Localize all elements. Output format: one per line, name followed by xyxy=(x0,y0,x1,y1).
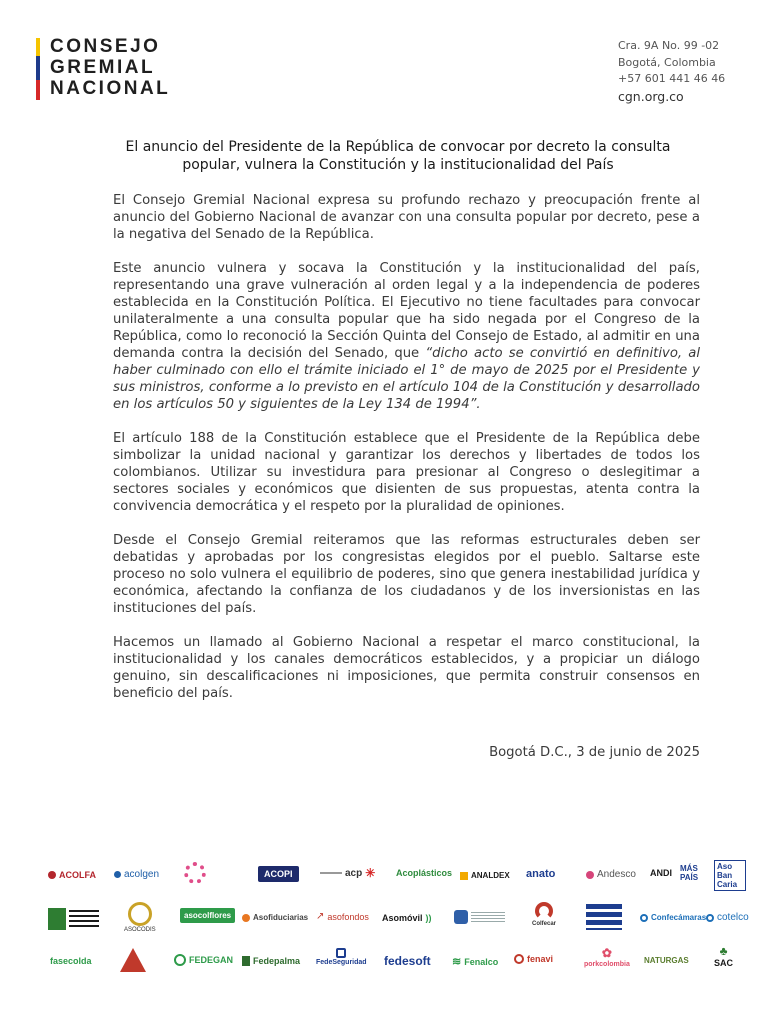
logo-andi: ANDI xyxy=(650,868,672,878)
fenalco-wings-icon: ≋ xyxy=(452,956,462,968)
pig-icon: ✿ xyxy=(601,946,612,960)
logo-naturgas: NATURGAS xyxy=(644,956,689,965)
logo-confecamaras: Confecámaras xyxy=(640,913,706,922)
logo-acp: acp ✳ xyxy=(320,866,375,880)
logo-fasecolda: fasecolda xyxy=(50,956,92,966)
city: Bogotá, Colombia xyxy=(618,55,716,69)
cotelco-icon xyxy=(706,914,714,922)
logo-asocolflores: asocolflores xyxy=(180,908,235,923)
paragraph-5: Hacemos un llamado al Gobierno Nacional a respetar el marco constitucional, la institucionalidad y los canales democráticos establecidos, y a propiciar un diálogo genuino, sin descalificaciones ni imposiciones, que permita construir consensos en beneficio del país. xyxy=(113,635,700,701)
fedegan-icon xyxy=(174,954,186,966)
logo-asofondos: ↗ asofondos xyxy=(316,911,369,922)
asofondos-icon: ↗ xyxy=(316,911,325,922)
document-title xyxy=(80,138,716,174)
paragraph-3: El artículo 188 de la Constitución establece que el Presidente de la República debe simbolizar la unidad nacional y garantizar los derechos y libertades de todos los colombianos. Utilizar su investidura para presionar al Congreso o deslegitimar a sectores sociales y económicos que disienten de sus propuestas, atenta contra la convivencia democrática y el respeto por la pluralidad de opiniones. xyxy=(113,431,700,514)
ring-emblem-icon xyxy=(184,862,206,884)
title-line-2: popular, vulnera la Constitución y la institucionalidad del País xyxy=(182,157,614,173)
logo-fenalco: ≋ Fenalco xyxy=(452,956,499,968)
logo-cotelco: cotelco xyxy=(706,912,749,923)
logo-sector-agroindustrial xyxy=(48,908,99,930)
camacol-icon xyxy=(586,904,622,930)
asocodis-icon xyxy=(128,902,152,926)
logo-color-bar xyxy=(36,38,40,100)
logo-asobancaria: Aso Ban Caria xyxy=(714,860,746,891)
logo-mas-pais: MÁS PAÍS xyxy=(680,864,699,882)
logo-fedeseguridad: FedeSeguridad xyxy=(316,948,367,966)
fenavi-icon xyxy=(514,954,524,964)
logo-asocodis: ASOCODIS xyxy=(124,902,156,933)
logo-row-1 xyxy=(44,858,764,894)
logo-acolgen: acolgen xyxy=(114,869,159,880)
logo-camacol xyxy=(586,904,622,930)
triangle-icon xyxy=(120,948,146,972)
logo-fedepalma: Fedepalma xyxy=(242,956,300,966)
title-line-1: El anuncio del Presidente de la República de convocar por decreto la consulta xyxy=(125,139,671,155)
cgn-logo xyxy=(36,36,236,100)
contact-block xyxy=(618,38,748,105)
logo-fedegan: FEDEGAN xyxy=(174,954,233,966)
analdex-icon xyxy=(460,872,468,880)
logo-sac: ♣ SAC xyxy=(714,944,734,968)
blue-emblem-icon xyxy=(454,910,468,924)
colfecar-icon xyxy=(535,902,553,920)
confecamaras-icon xyxy=(640,914,648,922)
logo-triangle-emblem xyxy=(120,948,146,972)
address: Cra. 9A No. 99 -02 xyxy=(618,39,720,52)
logo-asomovil: Asomóvil )) xyxy=(382,913,432,923)
logo-acolfa: ACOLFA xyxy=(48,870,96,880)
dateline: Bogotá D.C., 3 de junio de 2025 xyxy=(489,745,700,760)
logo-acoplasticos: Acoplásticos xyxy=(396,868,453,878)
signal-icon: )) xyxy=(425,913,432,923)
logo-row-3 xyxy=(44,944,764,980)
acolfa-icon xyxy=(48,871,56,879)
logo-ring-emblem xyxy=(184,862,206,884)
acp-line-icon xyxy=(320,872,342,874)
paragraph-4: Desde el Consejo Gremial reiteramos que las reformas estructurales deben ser debatidas y aprobadas por los congresistas elegidos por el pueblo. Saltarse este proceso no solo vulnera el equilibrio de poderes, sino que genera inestabilidad jurídica y económica, afectando la confianza de los ciudadanos y de los inversionistas en las instituciones del país. xyxy=(113,533,700,616)
logo-porkcolombia: ✿ porkcolombia xyxy=(584,946,630,968)
paragraph-2 xyxy=(113,260,700,413)
acolgen-icon xyxy=(114,871,121,878)
logo-wordmark xyxy=(50,36,170,99)
document-body xyxy=(113,192,700,719)
logo-andesco: Andesco xyxy=(586,869,636,880)
paragraph-2-text: Este anuncio vulnera y socava la Constitución y la institucionalidad del país, representando una grave vulneración al orden legal y a la independencia de poderes establecida en la Constitución Política. El Ejecutivo no tiene facultades para convocar unilateralmente a una consulta popular que ha sido negada por el Congreso de la República, como lo reconoció la Sección Quinta del Consejo de Estado, al admitir en una demanda contra la decisión del Senado, que xyxy=(113,261,700,361)
logo-colfecar: Colfecar xyxy=(532,902,556,927)
paragraph-2-quote: “dicho acto se convirtió en definitivo, al haber culminado con ello el trámite iniciado el 1° de mayo de 2025 por el Presidente y sus ministros, conforme a lo previsto en el artículo 104 de la Constitución y desarrollado en los artículos 50 y siguientes de la Ley 134 de 1994”. xyxy=(113,346,700,412)
logo-fenavi: fenavi xyxy=(514,954,553,964)
phone: +57 601 441 46 46 xyxy=(618,72,726,85)
logo-acopi: ACOPI xyxy=(258,866,299,882)
palm-icon xyxy=(242,956,250,966)
logo-asofiduciarias: Asofiduciarias xyxy=(242,913,308,922)
logo-fedesoft: fedesoft xyxy=(384,954,431,968)
logo-row-2 xyxy=(44,902,764,938)
asofiduciarias-icon xyxy=(242,914,250,922)
cane-icon xyxy=(48,908,66,930)
sac-leaf-icon: ♣ xyxy=(719,944,728,958)
logo-blue-emblem xyxy=(454,910,505,924)
logo-line-3: NACIONAL xyxy=(50,78,171,99)
andesco-icon xyxy=(586,871,594,879)
acp-star-icon: ✳ xyxy=(365,866,376,880)
shield-icon xyxy=(336,948,346,958)
logo-line-2: GREMIAL xyxy=(50,57,156,78)
paragraph-1: El Consejo Gremial Nacional expresa su profundo rechazo y preocupación frente al anuncio del Gobierno Nacional de avanzar con una consulta popular por decreto, pese a la negativa del Senado de la República. xyxy=(113,193,700,242)
website: cgn.org.co xyxy=(618,88,684,104)
logo-analdex: ANALDEX xyxy=(460,871,510,880)
logo-line-1: CONSEJO xyxy=(50,36,161,57)
blue-emblem-text xyxy=(471,912,505,922)
text-block-icon xyxy=(69,910,99,928)
logo-anato: anato xyxy=(526,868,556,880)
